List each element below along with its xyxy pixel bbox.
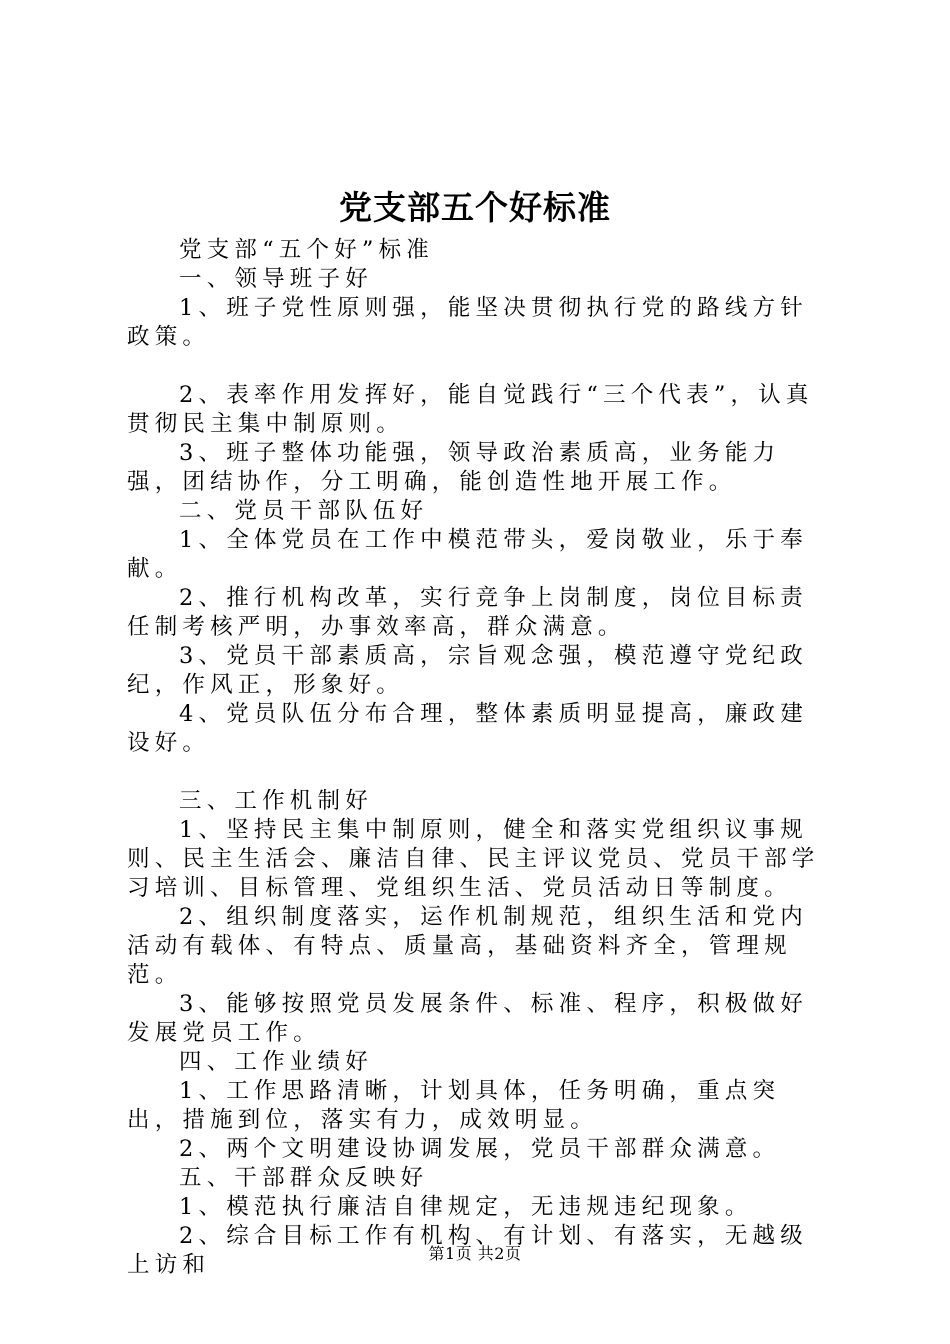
page-number-footer: 第1页 共2页 [428,1244,522,1263]
body-paragraph: 1、班子党性原则强，能坚决贯彻执行党的路线方针政策。 [127,295,808,350]
body-paragraph: 2、两个文明建设协调发展，党员干部群众满意。 [179,1136,781,1162]
body-paragraph: 1、全体党员在工作中模范带头，爱岗敬业，乐于奉献。 [127,527,808,582]
body-paragraph: 2、组织制度落实，运作机制规范，组织生活和党内活动有载体、有特点、质量高，基础资料齐全，管理规范。 [127,904,808,988]
body-paragraph: 3、班子整体功能强，领导政治素质高，业务能力强，团结协作，分工明确，能创造性地开展工作。 [127,440,781,495]
body-paragraph: 3、党员干部素质高，宗旨观念强，模范遵守党纪政纪，作风正，形象好。 [127,643,808,698]
subtitle-line: 党支部“五个好”标准 [179,237,435,263]
document-body [127,236,827,1280]
body-paragraph: 1、模范执行廉洁自律规定，无违规违纪现象。 [179,1194,753,1220]
section-heading: 一、领导班子好 [179,266,373,292]
body-paragraph: 4、党员队伍分布合理，整体素质明显提高，廉政建设好。 [127,701,808,756]
document-title: 党支部五个好标准 [339,188,611,227]
section-heading: 三、工作机制好 [179,788,373,814]
body-paragraph: 2、表率作用发挥好，能自觉践行“三个代表”，认真贯彻民主集中制原则。 [127,382,814,437]
section-heading: 二、党员干部队伍好 [179,498,429,524]
body-paragraph: 1、坚持民主集中制原则，健全和落实党组织议事规则、民主生活会、廉洁自律、民主评议党员、党员干部学习培训、目标管理、党组织生活、党员活动日等制度。 [127,817,820,901]
body-paragraph: 2、综合目标工作有机构、有计划、有落实，无越级上访和 [127,1223,808,1278]
section-heading: 五、干部群众反映好 [179,1165,429,1191]
body-paragraph: 1、工作思路清晰，计划具体，任务明确，重点突出，措施到位，落实有力，成效明显。 [127,1078,781,1133]
body-paragraph: 2、推行机构改革，实行竞争上岗制度，岗位目标责任制考核严明，办事效率高，群众满意。 [127,585,808,640]
body-paragraph: 3、能够按照党员发展条件、标准、程序，积极做好发展党员工作。 [127,991,808,1046]
section-heading: 四、工作业绩好 [179,1049,373,1075]
